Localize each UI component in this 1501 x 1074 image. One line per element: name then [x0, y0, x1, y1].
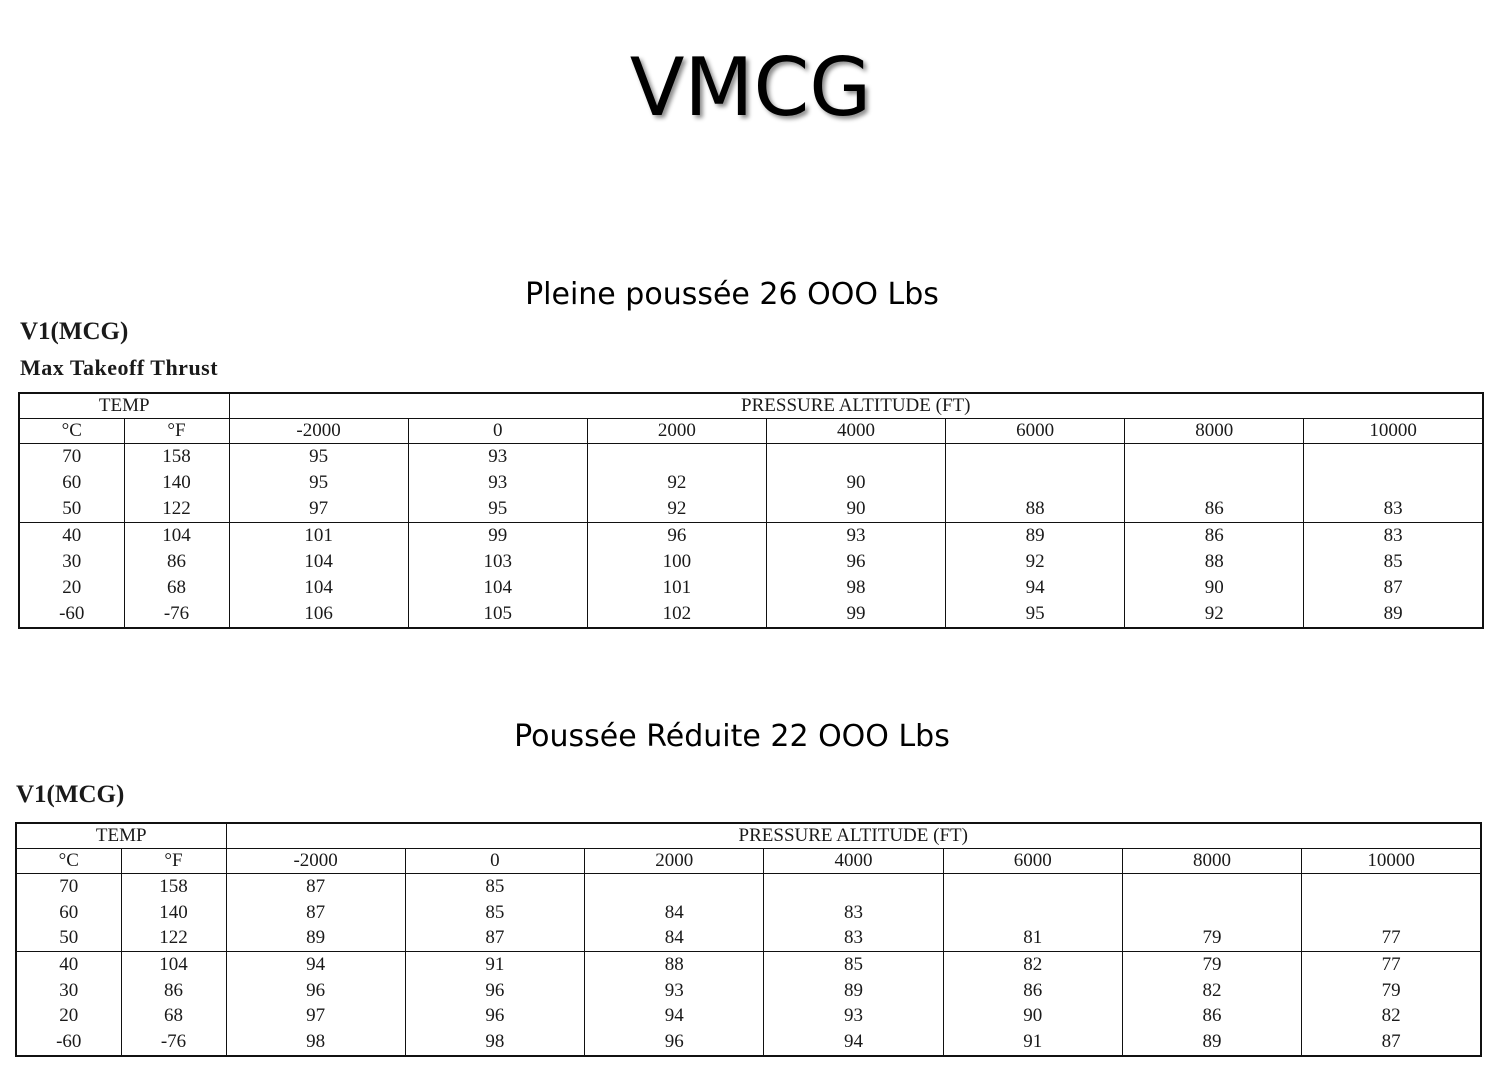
- column-header: 2000: [585, 849, 764, 874]
- table-row: [19, 522, 1483, 549]
- table-cell: 70: [16, 874, 121, 900]
- table-cell: 92: [587, 496, 766, 523]
- section-2-subtitle: Poussée Réduite 22 OOO Lbs: [514, 719, 950, 754]
- table-cell: 86: [1122, 1003, 1301, 1029]
- table-cell: [946, 470, 1125, 496]
- table-cell: 83: [764, 925, 943, 951]
- table-cell: 77: [1302, 925, 1481, 951]
- table-cell: 89: [1304, 601, 1483, 628]
- table-cell: 98: [766, 575, 945, 601]
- table-cell: 92: [946, 549, 1125, 575]
- table-cell: 50: [19, 496, 124, 523]
- column-header: 2000: [587, 419, 766, 444]
- table-cell: 20: [19, 575, 124, 601]
- section-1-heading: V1(MCG): [20, 318, 129, 345]
- table-cell: [1122, 874, 1301, 900]
- table-cell: 82: [943, 952, 1122, 978]
- table-cell: 87: [226, 874, 405, 900]
- table-cell: 82: [1122, 978, 1301, 1004]
- table-cell: 86: [1125, 496, 1304, 523]
- table-cell: [943, 900, 1122, 926]
- table-row: [19, 575, 1483, 601]
- table-cell: [1304, 470, 1483, 496]
- column-header: 6000: [946, 419, 1125, 444]
- table-cell: 88: [585, 952, 764, 978]
- table-cell: 94: [764, 1029, 943, 1056]
- table-cell: 105: [408, 601, 587, 628]
- column-header: 0: [408, 419, 587, 444]
- table-cell: 83: [764, 900, 943, 926]
- section-1-subheading: Max Takeoff Thrust: [20, 355, 219, 380]
- table-cell: 102: [587, 601, 766, 628]
- table-cell: 87: [1304, 575, 1483, 601]
- table-cell: 79: [1122, 952, 1301, 978]
- column-header: °C: [16, 849, 121, 874]
- table-cell: 104: [229, 575, 408, 601]
- table-cell: [1122, 900, 1301, 926]
- table-cell: 82: [1302, 1003, 1481, 1029]
- table-cell: -60: [16, 1029, 121, 1056]
- section-2-heading: V1(MCG): [16, 781, 125, 808]
- table-cell: 93: [408, 470, 587, 496]
- table-cell: 98: [226, 1029, 405, 1056]
- table-row: [16, 1003, 1481, 1029]
- slide-title: VMCG: [629, 41, 872, 134]
- column-header: °F: [124, 419, 229, 444]
- table-cell: 103: [408, 549, 587, 575]
- table-cell: [946, 444, 1125, 471]
- table-cell: 89: [226, 925, 405, 951]
- table-cell: 95: [229, 444, 408, 471]
- table-cell: 86: [124, 549, 229, 575]
- table-body: [16, 874, 1481, 1057]
- table-cell: 79: [1302, 978, 1481, 1004]
- temp-header: TEMP: [16, 823, 226, 849]
- table-column-header: [16, 849, 1481, 874]
- table-row: [16, 978, 1481, 1004]
- table-cell: 85: [405, 874, 584, 900]
- temp-header: TEMP: [19, 393, 229, 419]
- table-cell: 100: [587, 549, 766, 575]
- table-cell: 77: [1302, 952, 1481, 978]
- table-cell: 90: [943, 1003, 1122, 1029]
- table-cell: 101: [587, 575, 766, 601]
- table-cell: 122: [124, 496, 229, 523]
- table-cell: 68: [121, 1003, 226, 1029]
- table-cell: [1302, 900, 1481, 926]
- table-cell: 85: [764, 952, 943, 978]
- vmcg-table-max-thrust: [18, 392, 1484, 629]
- table-cell: [1304, 444, 1483, 471]
- table-cell: 95: [946, 601, 1125, 628]
- table-cell: 87: [226, 900, 405, 926]
- column-header: 0: [405, 849, 584, 874]
- table-row: [16, 1029, 1481, 1056]
- table-cell: 106: [229, 601, 408, 628]
- table-cell: 87: [405, 925, 584, 951]
- table-cell: 84: [585, 925, 764, 951]
- table-cell: 91: [943, 1029, 1122, 1056]
- table-cell: 158: [124, 444, 229, 471]
- table-cell: 158: [121, 874, 226, 900]
- table-cell: 50: [16, 925, 121, 951]
- table-cell: 30: [16, 978, 121, 1004]
- table-cell: [766, 444, 945, 471]
- table-cell: 122: [121, 925, 226, 951]
- column-header: 10000: [1304, 419, 1483, 444]
- table-cell: 84: [585, 900, 764, 926]
- table-cell: 96: [587, 522, 766, 549]
- table-cell: 94: [585, 1003, 764, 1029]
- table-cell: 104: [121, 952, 226, 978]
- table-row: [19, 601, 1483, 628]
- table-cell: 97: [229, 496, 408, 523]
- table-cell: 96: [585, 1029, 764, 1056]
- column-header: -2000: [229, 419, 408, 444]
- table-cell: [1302, 874, 1481, 900]
- table-cell: 86: [943, 978, 1122, 1004]
- table-body: [19, 444, 1483, 629]
- table-row: [16, 952, 1481, 978]
- table-row: [19, 444, 1483, 471]
- vmcg-table-reduced-thrust: [15, 822, 1482, 1057]
- table-cell: [1125, 470, 1304, 496]
- table-cell: 86: [1125, 522, 1304, 549]
- table-cell: 89: [764, 978, 943, 1004]
- table-row: [16, 874, 1481, 900]
- table-cell: 91: [405, 952, 584, 978]
- column-header: 10000: [1302, 849, 1481, 874]
- table-cell: 92: [587, 470, 766, 496]
- table-cell: 94: [946, 575, 1125, 601]
- table-cell: 93: [766, 522, 945, 549]
- table-cell: 40: [19, 522, 124, 549]
- table-cell: 96: [405, 1003, 584, 1029]
- table-cell: 90: [1125, 575, 1304, 601]
- table-cell: 87: [1302, 1029, 1481, 1056]
- column-header: -2000: [226, 849, 405, 874]
- table-cell: 95: [408, 496, 587, 523]
- table-cell: 99: [766, 601, 945, 628]
- table-cell: 90: [766, 496, 945, 523]
- table-cell: 40: [16, 952, 121, 978]
- table-cell: -60: [19, 601, 124, 628]
- table-cell: 104: [408, 575, 587, 601]
- table-cell: 20: [16, 1003, 121, 1029]
- table-cell: [585, 874, 764, 900]
- table-cell: [943, 874, 1122, 900]
- table-cell: 79: [1122, 925, 1301, 951]
- table-cell: 60: [16, 900, 121, 926]
- column-header: 8000: [1125, 419, 1304, 444]
- table-cell: 88: [1125, 549, 1304, 575]
- pressure-altitude-header: PRESSURE ALTITUDE (FT): [226, 823, 1481, 849]
- table-cell: 70: [19, 444, 124, 471]
- table-cell: 93: [585, 978, 764, 1004]
- column-header: 6000: [943, 849, 1122, 874]
- table-cell: 95: [229, 470, 408, 496]
- table-cell: 94: [226, 952, 405, 978]
- column-header: 8000: [1122, 849, 1301, 874]
- section-1-subtitle: Pleine poussée 26 OOO Lbs: [525, 277, 939, 312]
- pressure-altitude-header: PRESSURE ALTITUDE (FT): [229, 393, 1483, 419]
- table-group-header: [19, 393, 1483, 419]
- table-row: [19, 549, 1483, 575]
- table-row: [16, 900, 1481, 926]
- table-cell: 93: [408, 444, 587, 471]
- table-cell: 101: [229, 522, 408, 549]
- table-cell: 104: [124, 522, 229, 549]
- column-header: °F: [121, 849, 226, 874]
- table-cell: -76: [121, 1029, 226, 1056]
- table-cell: 86: [121, 978, 226, 1004]
- table-cell: 88: [946, 496, 1125, 523]
- table-row: [19, 470, 1483, 496]
- table-cell: 68: [124, 575, 229, 601]
- column-header: 4000: [764, 849, 943, 874]
- table-cell: 30: [19, 549, 124, 575]
- table-cell: 89: [946, 522, 1125, 549]
- table-cell: 96: [405, 978, 584, 1004]
- table-cell: 96: [226, 978, 405, 1004]
- table-cell: 140: [124, 470, 229, 496]
- table-cell: 83: [1304, 522, 1483, 549]
- table-cell: [587, 444, 766, 471]
- table-cell: 99: [408, 522, 587, 549]
- table-cell: 93: [764, 1003, 943, 1029]
- table-cell: 104: [229, 549, 408, 575]
- table-cell: 60: [19, 470, 124, 496]
- table-cell: [1125, 444, 1304, 471]
- table-cell: [764, 874, 943, 900]
- table-cell: 85: [405, 900, 584, 926]
- table-cell: 81: [943, 925, 1122, 951]
- table-cell: 140: [121, 900, 226, 926]
- table-cell: 97: [226, 1003, 405, 1029]
- table-column-header: [19, 419, 1483, 444]
- table-row: [19, 496, 1483, 523]
- table-cell: 92: [1125, 601, 1304, 628]
- table-cell: 90: [766, 470, 945, 496]
- table-group-header: [16, 823, 1481, 849]
- table-cell: 98: [405, 1029, 584, 1056]
- table-row: [16, 925, 1481, 951]
- table-cell: 85: [1304, 549, 1483, 575]
- table-cell: 89: [1122, 1029, 1301, 1056]
- table-cell: 83: [1304, 496, 1483, 523]
- table-cell: 96: [766, 549, 945, 575]
- column-header: 4000: [766, 419, 945, 444]
- table-cell: -76: [124, 601, 229, 628]
- column-header: °C: [19, 419, 124, 444]
